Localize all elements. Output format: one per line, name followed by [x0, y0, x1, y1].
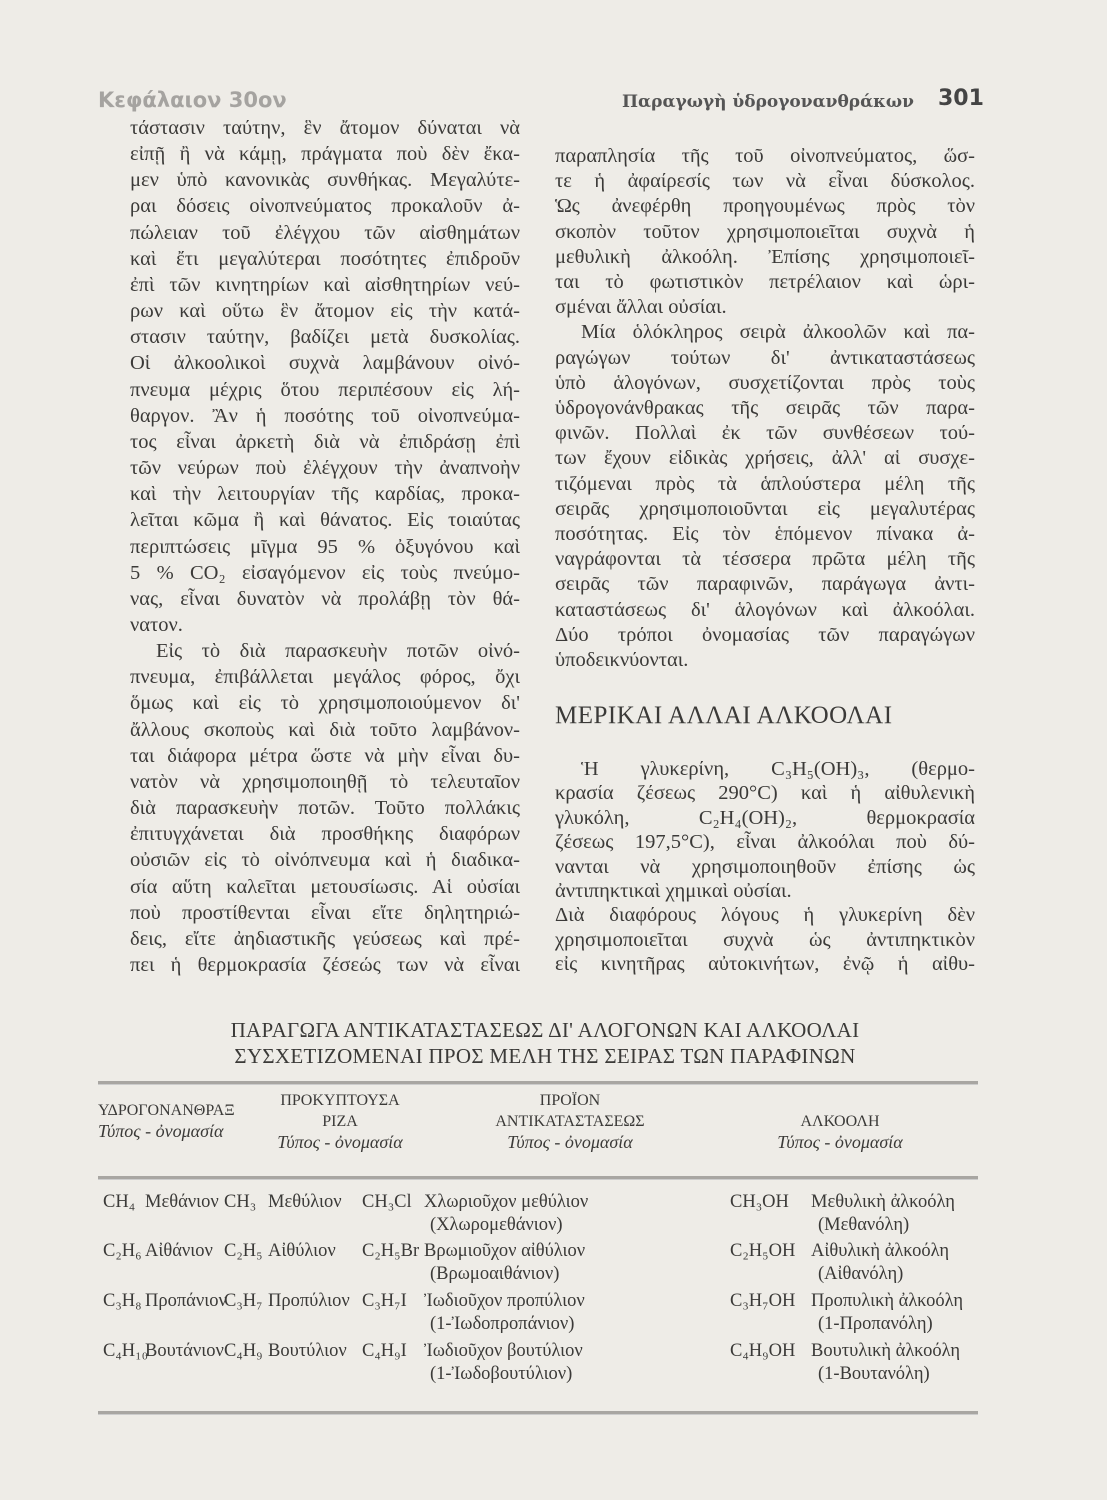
column-header-radical	[255, 1090, 425, 1154]
text-line: σία αὕτη καλεῖται μετουσίωσις. Αἱ οὐσίαι	[130, 875, 520, 898]
column-header-title: ΑΛΚΟΟΛΗ	[800, 1113, 880, 1130]
text-line: φινῶν. Πολλαὶ ἐκ τῶν συνθέσεων τού-	[555, 422, 975, 445]
left-column	[130, 115, 520, 978]
text-line: ται τὸ φωτιστικὸν πετρέλαιον καὶ ὡρι-	[555, 271, 975, 294]
text-line: στασιν ταύτην, βαδίζει μετὰ δυσκολίας.	[130, 326, 520, 349]
text-line: οὐσιῶν εἰς τὸ οἰνόπνευμα καὶ ἡ διαδικα-	[130, 849, 520, 872]
text-line: καὶ ἔτι μεγαλύτεραι ποσότητες ἐπιδροῦν	[130, 247, 520, 270]
alcohol-formula: C₄H₉OH	[730, 1341, 796, 1361]
product-formula: C₄H₉I	[362, 1341, 407, 1361]
paragraph	[555, 144, 975, 320]
radical-formula: C₄H₉	[224, 1341, 263, 1361]
text-line: ὑπὸ ἁλογόνων, συσχετίζονται πρὸς τοὺς	[555, 371, 975, 394]
text-line: μεθυλικὴ ἀλκοόλη. Ἐπίσης χρησιμοποιεῖ-	[555, 245, 975, 268]
radical-name: Βουτύλιον	[268, 1341, 347, 1361]
text-line: ναγράφονται τὰ τέσσερα πρῶτα μέλη τῆς	[555, 548, 975, 571]
text-line: περιπτώσεις μῖγμα 95 % ὀξυγόνου καὶ	[130, 535, 520, 558]
alcohol-formula: C₂H₅OH	[730, 1241, 796, 1261]
radical-name: Αἰθύλιον	[268, 1241, 336, 1261]
product-formula: CH₃Cl	[362, 1192, 412, 1212]
text-line: νατον.	[130, 613, 183, 636]
column-header-product	[470, 1090, 670, 1154]
alcohol-alt-name: (1-Προπανόλη)	[818, 1314, 933, 1334]
column-header-hydrocarbon	[98, 1100, 278, 1143]
column-header-sub: Τύπος - ὀνομασία	[507, 1132, 633, 1152]
text-line: Μία ὁλόκληρος σειρὰ ἀλκοολῶν καὶ πα-	[581, 321, 975, 344]
product-formula: C₃H₇I	[362, 1291, 407, 1311]
text-line: κρασία ζέσεως 290°C) καὶ ἡ αἰθυλενικὴ	[555, 782, 975, 805]
text-line: πνευμα μέχρις ὅτου περιπέσουν εἰς λή-	[130, 378, 520, 401]
text-line: ποσότητας. Εἰς τὸν ἑπόμενον πίνακα ἀ-	[555, 523, 975, 546]
text-line: διὰ παρασκευὴν ποτῶν. Τοῦτο πολλάκις	[130, 797, 520, 820]
column-header-sub: Τύπος - ὀνομασία	[777, 1132, 903, 1152]
table-title-line-2: ΣΥΣΧΕΤΙΖΟΜΕΝΑΙ ΠΡΟΣ ΜΕΛΗ ΤΗΣ ΣΕΙΡΑΣ ΤΩΝ ΠΑΡΑΦΙΝΩΝ	[234, 1044, 856, 1068]
text-line: νανται νὰ χρησιμοποιηθοῦν ἐπίσης ὡς	[555, 855, 975, 878]
text-line: ὑδρογονάνθρακας τῆς σειρᾶς τῶν παρα-	[555, 397, 975, 420]
column-header-title: ΠΡΟΚΥΠΤΟΥΣΑ	[280, 1092, 400, 1109]
paragraph	[130, 115, 520, 638]
product-alt-name: (1-Ἰωδοβουτύλιον)	[430, 1364, 573, 1384]
column-header-alcohol	[760, 1111, 920, 1154]
alcohol-name: Μεθυλικὴ ἀλκοόλη	[811, 1192, 955, 1212]
text-line: μεν ὑπὸ κανονικὰς συνθήκας. Μεγαλύτε-	[130, 169, 520, 192]
table-header-rule	[98, 1176, 978, 1180]
alcohol-name: Βουτυλικὴ ἀλκοόλη	[811, 1341, 961, 1361]
column-header-sub: Τύπος - ὀνομασία	[277, 1132, 403, 1152]
product-name: Ἰωδιοῦχον βουτύλιον	[424, 1341, 583, 1361]
right-column-section	[555, 757, 975, 977]
column-header-title: ΥΔΡΟΓΟΝΑΝΘΡΑΞ	[98, 1102, 235, 1119]
hydrocarbon-name: Βουτάνιον	[145, 1341, 224, 1361]
hydrocarbon-name: Προπάνιον	[145, 1291, 227, 1311]
table-top-rule	[98, 1081, 978, 1085]
text-line: καταστάσεως δι' ἁλογόνων καὶ ἀλκοόλαι.	[555, 598, 975, 621]
radical-formula: CH₃	[224, 1192, 257, 1212]
text-line: τάστασιν ταύτην, ἓν ἄτομον δύναται νὰ	[130, 117, 520, 139]
product-name: Βρωμιοῦχον αἰθύλιον	[424, 1241, 586, 1261]
text-line: παραπλησία τῆς τοῦ οἰνοπνεύματος, ὥσ-	[555, 145, 975, 167]
paragraph	[555, 903, 975, 976]
text-line: τος εἶναι ἀρκετὴ διὰ νὰ ἐπιδράσῃ ἐπὶ	[130, 430, 520, 453]
table-bottom-rule	[98, 1411, 978, 1415]
hydrocarbon-name: Αἰθάνιον	[145, 1241, 213, 1261]
paragraph	[555, 320, 975, 673]
column-header-sub: Τύπος - ὀνομασία	[98, 1121, 224, 1141]
text-line: ὑποδεικνύονται.	[555, 649, 689, 672]
paragraph	[130, 638, 520, 978]
page-number: 301	[938, 86, 984, 111]
text-line: ἀντιπηκτικαὶ χημικαὶ οὐσίαι.	[555, 880, 792, 903]
text-line: ἐπιτυγχάνεται διὰ προσθήκης διαφόρων	[130, 823, 520, 846]
alcohol-alt-name: (Μεθανόλη)	[818, 1215, 910, 1235]
text-line: ζέσεως 197,5°C), εἶναι ἀλκοόλαι ποὺ δύ-	[555, 831, 975, 854]
alcohol-alt-name: (1-Βουτανόλη)	[818, 1364, 930, 1384]
text-line: ὅμως καὶ εἰς τὸ χρησιμοποιούμενον δι'	[130, 692, 520, 715]
text-line: Οἱ ἀλκοολικοὶ συχνὰ λαμβάνουν οἰνό-	[130, 352, 520, 375]
text-line: νατὸν νὰ χρησιμοποιηθῇ τὸ τελευταῖον	[130, 770, 520, 793]
product-alt-name: (Βρωμοαιθάνιον)	[430, 1264, 560, 1284]
text-line: καὶ τὴν λειτουργίαν τῆς καρδίας, προκα-	[130, 483, 520, 506]
text-line: τιζόμεναι πρὸς τὰ ἁπλούστερα μέλη τῆς	[555, 472, 975, 495]
column-header-title: ΠΡΟΪΟΝ	[539, 1092, 601, 1109]
text-line: Δύο τρόποι ὀνομασίας τῶν παραγώγων	[555, 623, 975, 646]
running-title: Παραγωγὴ ὑδρογονανθράκων	[622, 92, 914, 112]
text-line: ποὺ προστίθενται εἶναι εἴτε δηλητηριώ-	[130, 901, 520, 924]
alcohol-formula: CH₃OH	[730, 1192, 789, 1212]
text-line: τῶν νεύρων ποὺ ἐλέγχουν τὴν ἀναπνοὴν	[130, 457, 520, 480]
hydrocarbon-formula: CH₄	[103, 1192, 136, 1212]
product-alt-name: (1-Ἰωδοπροπάνιον)	[430, 1314, 575, 1334]
product-formula: C₂H₅Br	[362, 1241, 420, 1261]
radical-formula: C₂H₅	[224, 1241, 263, 1261]
text-line: Εἰς τὸ διὰ παρασκευὴν ποτῶν οἰνό-	[156, 640, 520, 663]
radical-formula: C₃H₇	[224, 1291, 263, 1311]
text-line: Ὡς ἀνεφέρθη προηγουμένως πρὸς τὸν	[555, 195, 975, 218]
table-title-line-1: ΠΑΡΑΓΩΓΑ ΑΝΤΙΚΑΤΑΣΤΑΣΕΩΣ ΔΙ' ΑΛΟΓΟΝΩΝ ΚΑΙ ΑΛΚΟΟΛΑΙ	[230, 1018, 860, 1042]
text-line: χρησιμοποιεῖται συχνὰ ὡς ἀντιπηκτικὸν	[555, 928, 975, 951]
text-line: ραι δόσεις οἰνοπνεύματος προκαλοῦν ἀ-	[130, 195, 520, 218]
product-name: Χλωριοῦχον μεθύλιον	[424, 1192, 589, 1212]
text-line: των ἔχουν εἰδικὰς χρήσεις, ἀλλ' αἱ συσχε-	[555, 447, 975, 470]
text-line: Ἡ γλυκερίνη, C₃H₅(OH)₃, (θερμο-	[581, 758, 975, 780]
text-line: πώλειαν τοῦ ἐλέγχου τῶν αἰσθημάτων	[130, 221, 520, 244]
product-alt-name: (Χλωρομεθάνιον)	[430, 1215, 563, 1235]
hydrocarbon-formula: C₃H₈	[103, 1291, 142, 1311]
radical-name: Προπύλιον	[268, 1291, 350, 1311]
text-line: ἐπὶ τῶν κινητηρίων καὶ αἰσθητηρίων νεύ-	[130, 273, 520, 296]
alcohol-name: Αἰθυλικὴ ἀλκοόλη	[811, 1241, 950, 1261]
text-line: πει ἡ θερμοκρασία ζέσεώς των νὰ εἶναι	[130, 954, 520, 976]
alcohol-formula: C₃H₇OH	[730, 1291, 796, 1311]
text-line: πνευμα, ἐπιβάλλεται μεγάλος φόρος, ὄχι	[130, 666, 520, 689]
text-line: σειρᾶς τῶν παραφινῶν, παράγωγα ἀντι-	[555, 573, 975, 596]
text-line: ἄλλους σκοποὺς καὶ διὰ τοῦτο λαμβάνον-	[130, 718, 520, 741]
text-line: 5 % CO₂ εἰσαγόμενον εἰς τοὺς πνεύμο-	[130, 561, 520, 584]
text-line: δεις, εἴτε ἀηδιαστικῆς γεύσεως καὶ πρέ-	[130, 927, 520, 950]
text-line: σειρᾶς χρησιμοποιοῦνται εἰς μεγαλυτέρας	[555, 497, 975, 520]
section-heading: ΜΕΡΙΚΑΙ ΑΛΛΑΙ ΑΛΚΟΟΛΑΙ	[555, 702, 893, 729]
column-header-title-2: ΑΝΤΙΚΑΤΑΣΤΑΣΕΩΣ	[495, 1113, 645, 1130]
text-line: λεῖται κῶμα ἢ καὶ θάνατος. Εἰς τοιαύτας	[130, 509, 520, 532]
text-line: ραγώγων τούτων δι' ἀντικαταστάσεως	[555, 346, 975, 369]
text-line: Διὰ διαφόρους λόγους ἡ γλυκερίνη δὲν	[555, 904, 975, 927]
column-header-title-2: ΡΙΖΑ	[322, 1113, 358, 1130]
hydrocarbon-formula: C₄H₁₀	[103, 1341, 149, 1361]
hydrocarbon-name: Μεθάνιον	[145, 1192, 219, 1212]
right-column	[555, 144, 975, 673]
text-line: εἰπῇ ἢ νὰ κάμῃ, πράγματα ποὺ δὲν ἔκα-	[130, 143, 520, 166]
hydrocarbon-formula: C₂H₆	[103, 1241, 142, 1261]
text-line: σκοπὸν τοῦτον χρησιμοποιεῖται συχνὰ ἡ	[555, 220, 975, 243]
text-line: σμέναι ἄλλαι οὐσίαι.	[555, 296, 727, 319]
text-line: γλυκόλη, C₂H₄(OH)₂, θερμοκρασία	[555, 806, 975, 829]
text-line: ρων καὶ οὕτω ἓν ἄτομον εἰς τὴν κατά-	[130, 300, 520, 323]
radical-name: Μεθύλιον	[268, 1192, 342, 1212]
alcohol-name: Προπυλικὴ ἀλκοόλη	[811, 1291, 964, 1311]
text-line: θαργον. Ἂν ἡ ποσότης τοῦ οἰνοπνεύμα-	[130, 404, 520, 427]
text-line: εἰς κινητῆρας αὐτοκινήτων, ἐνῷ ἡ αἰθυ-	[555, 953, 975, 976]
product-name: Ἰωδιοῦχον προπύλιον	[424, 1291, 585, 1311]
text-line: ται διάφορα μέτρα ὥστε νὰ μὴν εἶναι δυ-	[130, 744, 520, 767]
text-line: τε ἡ ἀφαίρεσίς των νὰ εἶναι δύσκολος.	[555, 170, 975, 193]
alcohol-alt-name: (Αἰθανόλη)	[818, 1264, 904, 1284]
text-line: νας, εἶναι δυνατὸν νὰ προλάβῃ τὸν θά-	[130, 587, 520, 610]
chapter-label: Κεφάλαιον 30ον	[98, 88, 287, 112]
paragraph	[555, 757, 975, 903]
